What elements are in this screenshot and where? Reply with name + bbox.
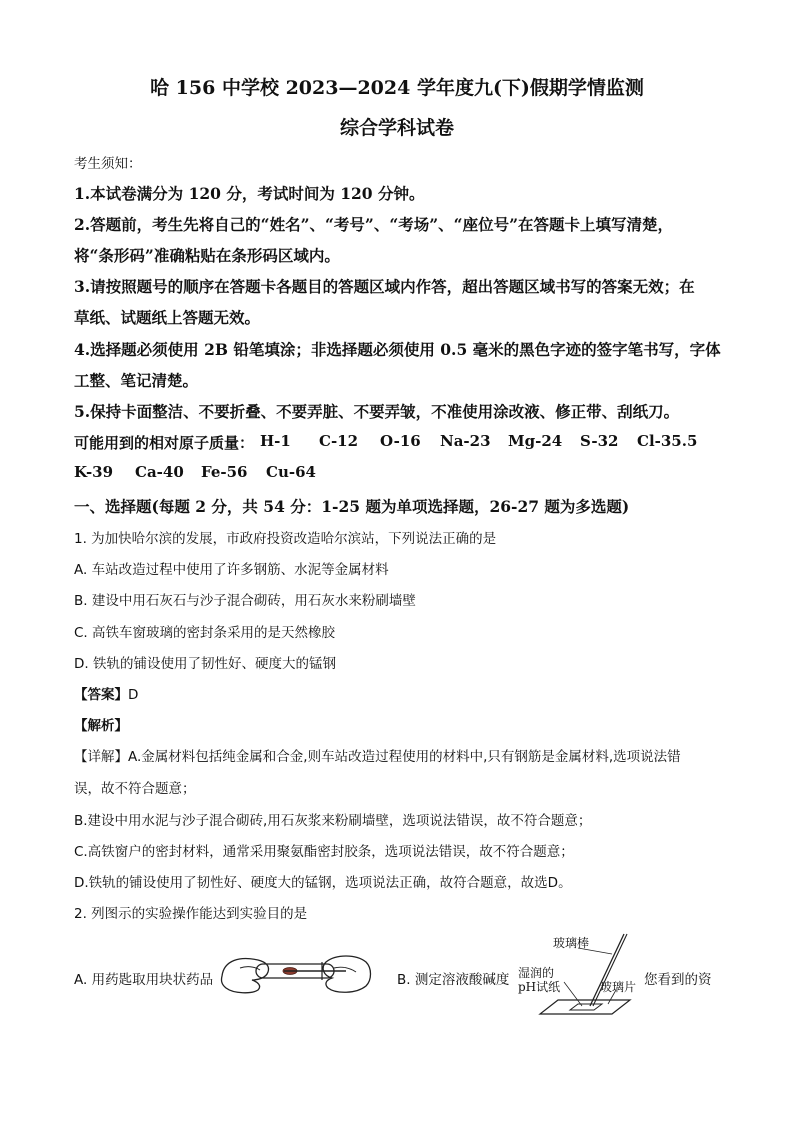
answer-value: D [128,687,139,703]
atomic-mass-na: Na-23 [440,432,491,450]
answer-tag: 【答案】 [74,687,128,703]
label-glass-rod: 玻璃棒 [553,936,590,950]
q1-option-d: D. 铁轨的铺设使用了韧性好、硬度大的锰钢 [74,656,336,672]
label-ph-paper-1: 湿润的 [518,966,555,980]
notice-item-3-cont: 草纸、试题纸上答题无效。 [74,308,261,327]
notice-item-4-cont: 工整、笔记清楚。 [74,371,199,390]
atomic-mass-o: O-16 [380,432,421,450]
atomic-mass-ca: Ca-40 [135,463,184,481]
atomic-mass-cl: Cl-35.5 [637,432,698,450]
q1-option-c: C. 高铁车窗玻璃的密封条采用的是天然橡胶 [74,625,336,641]
atomic-mass-cu: Cu-64 [266,463,316,481]
q1-option-b: B. 建设中用石灰石与沙子混合砌砖，用石灰水来粉刷墙壁 [74,593,416,609]
q1-option-a: A. 车站改造过程中使用了许多钢筋、水泥等金属材料 [74,562,389,578]
watermark-text: 您看到的资 [644,972,712,988]
label-glass-plate: 玻璃片 [600,980,637,994]
q1-stem: 1. 为加快哈尔滨的发展，市政府投资改造哈尔滨站，下列说法正确的是 [74,531,497,547]
atomic-mass-h: H-1 [260,432,291,450]
q2-stem: 2. 列图示的实验操作能达到实验目的是 [74,906,308,922]
atomic-mass-s: S-32 [580,432,619,450]
q1-detail-4: C.高铁窗户的密封材料，通常采用聚氨酯密封胶条，选项说法错误，故不符合题意； [74,844,574,860]
section-1-heading: 一、选择题(每题 2 分，共 54 分：1-25 题为单项选择题，26-27 题为多选题) [74,497,630,516]
q1-answer [74,683,734,703]
q1-detail-1: 【详解】A.金属材料包括纯金属和合金,则车站改造过程使用的材料中,只有钢筋是金属材料,选项说法错 [74,749,681,765]
test-tube-spatula-figure [218,946,374,998]
notice-item-2-cont: 将“条形码”准确粘贴在条形码区域内。 [74,246,340,265]
atomic-mass-k: K-39 [74,463,114,481]
atomic-mass-mg: Mg-24 [508,432,563,450]
notice-item-5: 5.保持卡面整洁、不要折叠、不要弄脏、不要弄皱，不准使用涂改液、修正带、刮纸刀。 [74,402,680,421]
q1-detail-5: D.铁轨的铺设使用了韧性好、硬度大的锰钢，选项说法正确，故符合题意，故选D。 [74,875,572,891]
notice-heading: 考生须知： [74,156,142,172]
q1-detail-2: 误，故不符合题意； [74,781,196,797]
notice-item-2: 2.答题前，考生先将自己的“姓名”、“考号”、“考场”、“座位号”在答题卡上填写清楚， [74,215,674,234]
q2-option-a: A. 用药匙取用块状药品 [74,972,214,988]
notice-item-1: 1.本试卷满分为 120 分，考试时间为 120 分钟。 [74,184,425,203]
analysis-tag: 【解析】 [74,718,128,734]
notice-item-4: 4.选择题必须使用 2B 铅笔填涂；非选择题必须使用 0.5 毫米的黑色字迹的签字笔书写，字体 [74,340,721,359]
exam-subtitle: 综合学科试卷 [339,117,454,139]
exam-title: 哈 156 中学校 2023—2024 学年度九(下)假期学情监测 [150,77,644,99]
q2-option-b: B. 测定溶液酸碱度 [397,972,510,988]
atomic-mass-c: C-12 [319,432,359,450]
atomic-mass-label: 可能用到的相对原子质量： [74,434,255,452]
q1-detail-3: B.建设中用水泥与沙子混合砌砖,用石灰浆来粉刷墙壁，选项说法错误，故不符合题意； [74,813,592,829]
atomic-mass-fe: Fe-56 [201,463,248,481]
notice-item-3: 3.请按照题号的顺序在答题卡各题目的答题区域内作答，超出答题区域书写的答案无效；在 [74,277,695,296]
label-ph-paper-2: pH试纸 [518,980,561,994]
